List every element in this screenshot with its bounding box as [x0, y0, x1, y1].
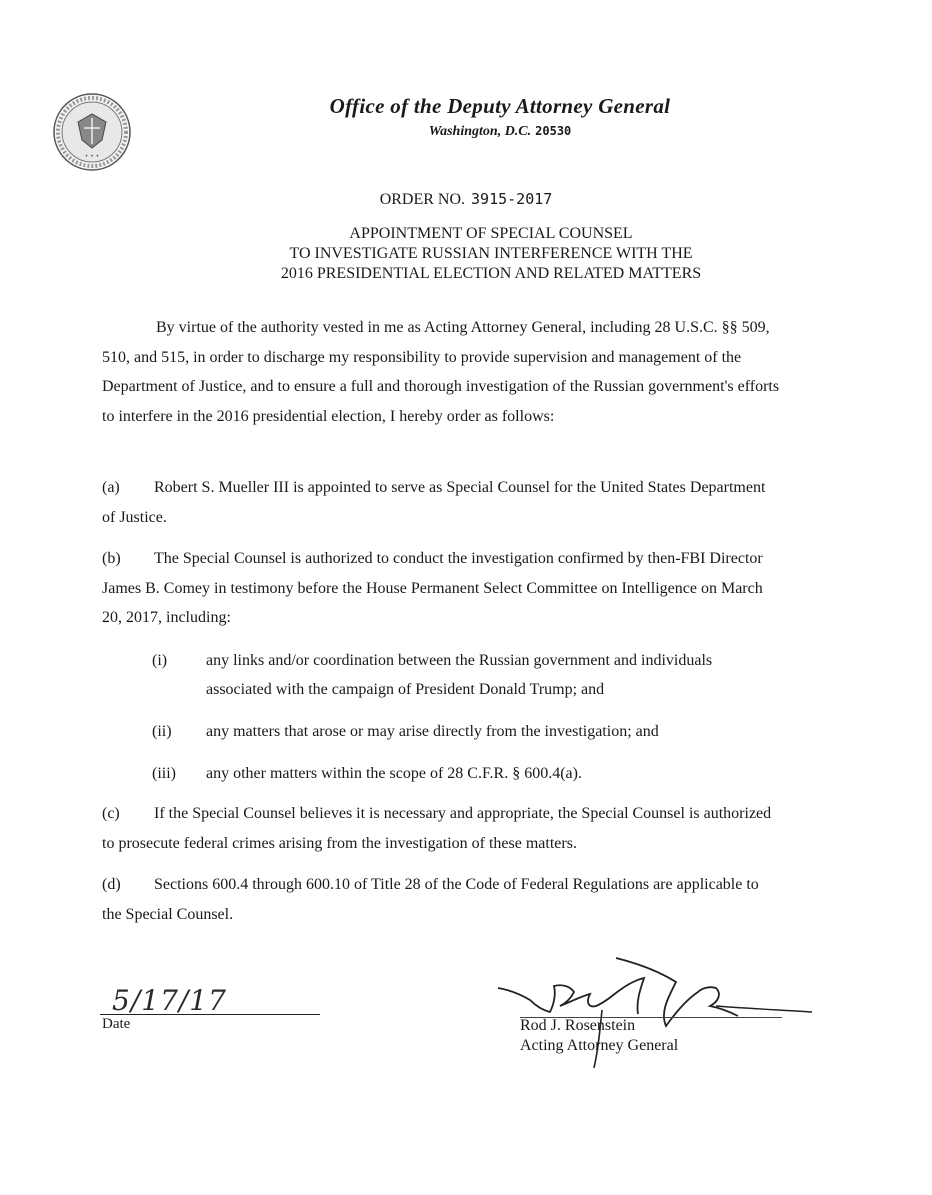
subclause-ii-text: any matters that arose or may arise directly from the investigation; and	[206, 723, 659, 740]
clause-a	[102, 473, 782, 532]
subclause-ii	[152, 717, 772, 746]
date-line	[100, 1014, 320, 1015]
subclause-i-text: any links and/or coordination between the Russian government and individuals associated with the campaign of President Donald Trump; and	[206, 652, 713, 698]
intro-paragraph: By virtue of the authority vested in me as Acting Attorney General, including 28 U.S.C. §§ 509, 510, and 515, in order to discharge my responsibility to provide supervision and management of the Department of Justice, and to ensure a full and thorough investigation of the Russian government's efforts to interfere in the 2016 presidential election, I hereby order as follows:	[102, 319, 780, 425]
clause-a-text: Robert S. Mueller III is appointed to serve as Special Counsel for the United States Department of Justice.	[102, 479, 766, 526]
subclause-ii-label: (ii)	[152, 723, 172, 740]
subclause-iii-text: any other matters within the scope of 28 C.F.R. § 600.4(a).	[206, 765, 582, 782]
title-line-1: APPOINTMENT OF SPECIAL COUNSEL	[349, 225, 633, 242]
clause-b-text: The Special Counsel is authorized to conduct the investigation confirmed by then-FBI Director James B. Comey in testimony before the House Permanent Select Committee on Intelligence on March 20, 2017, including:	[102, 550, 763, 626]
title-line-3: 2016 PRESIDENTIAL ELECTION AND RELATED MATTERS	[280, 265, 702, 282]
doj-seal-icon	[52, 92, 132, 172]
order-title	[0, 224, 932, 284]
clause-c	[102, 799, 782, 858]
clause-d	[102, 870, 782, 929]
subclause-iii-label: (iii)	[152, 765, 176, 782]
subclause-iii	[152, 759, 772, 788]
signer-title: Acting Attorney General	[520, 1037, 679, 1054]
order-number-value: 3915-2017	[471, 190, 553, 208]
handwritten-date: 5/17/17	[112, 984, 227, 1017]
letterhead-zip: 20530	[535, 124, 572, 138]
order-label: ORDER NO.	[379, 191, 466, 208]
clause-c-text: If the Special Counsel believes it is necessary and appropriate, the Special Counsel is authorized to prosecute federal crimes arising from the investigation of these matters.	[102, 805, 772, 852]
subclause-i-label: (i)	[152, 652, 168, 669]
signer-name: Rod J. Rosenstein	[520, 1017, 636, 1034]
subclause-i	[152, 646, 772, 704]
date-label: Date	[102, 1016, 131, 1032]
letterhead-city: Washington, D.C.	[428, 124, 532, 139]
clause-d-label: (d)	[102, 876, 121, 893]
clause-b-label: (b)	[102, 550, 121, 567]
clause-b	[102, 544, 782, 633]
letterhead-address	[180, 124, 820, 140]
order-number	[0, 190, 932, 209]
clause-a-label: (a)	[102, 479, 120, 496]
svg-text:• • •: • • •	[84, 153, 100, 160]
clause-c-label: (c)	[102, 805, 120, 822]
letterhead-office: Office of the Deputy Attorney General	[329, 94, 671, 118]
title-line-2: TO INVESTIGATE RUSSIAN INTERFERENCE WITH THE	[289, 245, 693, 262]
clause-d-text: Sections 600.4 through 600.10 of Title 28 of the Code of Federal Regulations are applicable to the Special Counsel.	[102, 876, 759, 923]
